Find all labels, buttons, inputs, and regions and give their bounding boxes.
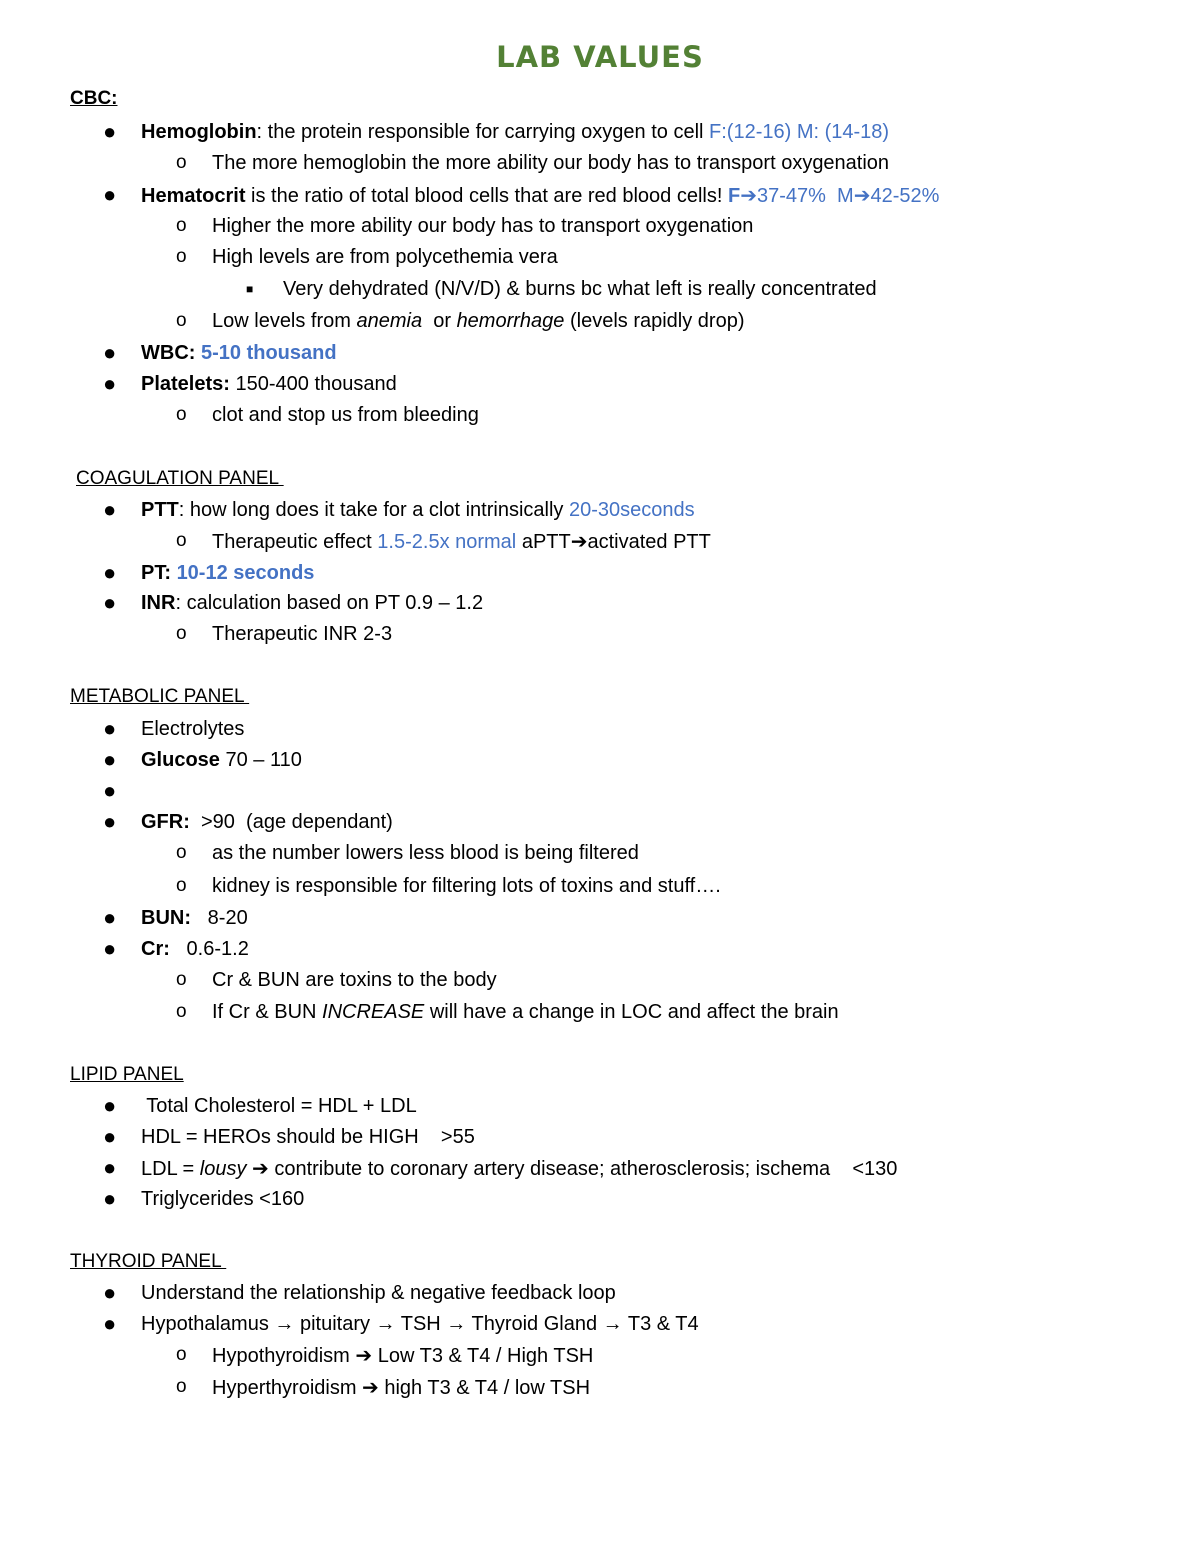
ptt-sub-d: activated PTT xyxy=(587,531,711,553)
list-item-gfr-sub1 xyxy=(0,838,1150,868)
hematocrit-sub3-hemorrhage: hemorrhage xyxy=(456,310,565,332)
bullet-icon: ● xyxy=(103,340,117,365)
pt-label: PT: xyxy=(141,562,177,584)
list-item-hematocrit-sub2a xyxy=(0,274,1150,304)
thyroid-item1: Understand the relationship & negative feedback loop xyxy=(141,1282,616,1304)
list-item-ptt-sub xyxy=(0,526,1150,556)
list-item-bun xyxy=(0,903,1150,933)
arrow-icon: ➔ xyxy=(740,183,757,207)
hemoglobin-desc: the protein responsible for carrying oxygen to cell xyxy=(267,121,710,143)
list-item-ptt xyxy=(0,495,1150,525)
hemoglobin-sub: The more hemoglobin the more ability our body has to transport oxygenation xyxy=(212,152,890,174)
list-item-cr xyxy=(0,934,1150,964)
hemoglobin-range: F:(12-16) M: (14-18) xyxy=(709,121,890,143)
bullet-icon: ● xyxy=(103,182,117,207)
bullet-icon: ● xyxy=(103,747,117,772)
bullet-icon: ● xyxy=(103,809,117,834)
platelets-label: Platelets: xyxy=(141,373,230,395)
circle-bullet-icon: o xyxy=(176,246,187,267)
platelets-sub: clot and stop us from bleeding xyxy=(212,404,479,426)
hemoglobin-label: Hemoglobin xyxy=(141,121,257,143)
list-item-gfr xyxy=(0,807,1150,837)
inr-desc: : calculation based on PT 0.9 – 1.2 xyxy=(175,592,484,614)
thyroid-heading: THYROID PANEL xyxy=(70,1251,227,1272)
gfr-value: >90 (age dependant) xyxy=(189,811,393,833)
hyper-a: Hyperthyroidism xyxy=(212,1377,363,1399)
platelets-value: 150-400 thousand xyxy=(229,373,397,395)
hemoglobin-sep: : xyxy=(256,121,268,143)
bullet-icon: ● xyxy=(103,590,117,615)
bullet-icon: ● xyxy=(103,716,117,741)
lipid-heading: LIPID PANEL xyxy=(70,1064,184,1085)
metabolic-heading: METABOLIC PANEL xyxy=(70,686,250,707)
bullet-icon: ● xyxy=(103,1124,117,1149)
arrow-icon: ➔ xyxy=(355,1343,373,1367)
ldl-d: contribute to coronary artery disease; atherosclerosis; ischema <130 xyxy=(268,1158,898,1180)
hematocrit-sub3-a: Low levels from xyxy=(212,310,357,332)
hematocrit-sub2a: Very dehydrated (N/V/D) & burns bc what left is really concentrated xyxy=(283,278,877,300)
hematocrit-sub3-e: (levels rapidly drop) xyxy=(564,310,745,332)
list-item-total-cholesterol xyxy=(0,1091,1150,1121)
hdl-text: HDL = HEROs should be HIGH >55 xyxy=(141,1126,475,1148)
list-item-gfr-sub2 xyxy=(0,871,1150,901)
hematocrit-sub3-or: or xyxy=(422,310,457,332)
bullet-icon: ● xyxy=(103,497,117,522)
hematocrit-desc: is the ratio of total blood cells that are red blood cells! xyxy=(245,185,728,207)
ptt-sub-b: 1.5-2.5x normal xyxy=(377,531,517,553)
circle-bullet-icon: o xyxy=(176,530,187,551)
hematocrit-sub3-anemia: anemia xyxy=(356,310,423,332)
ldl-a: LDL = xyxy=(141,1158,200,1180)
cr-value: 0.6-1.2 xyxy=(169,938,249,960)
hematocrit-f-label: F xyxy=(727,185,741,207)
list-item-hemoglobin-sub xyxy=(0,148,1150,178)
circle-bullet-icon: o xyxy=(176,842,187,863)
circle-bullet-icon: o xyxy=(176,1376,187,1397)
ptt-sub-c: aPTT xyxy=(516,531,571,553)
hypo-b: Low T3 & T4 / High TSH xyxy=(372,1345,594,1367)
bun-label: BUN: xyxy=(141,907,191,929)
bun-value: 8-20 xyxy=(191,907,248,929)
bullet-icon: ● xyxy=(103,905,117,930)
wbc-label: WBC: xyxy=(141,342,201,364)
list-item-thyroid-2 xyxy=(0,1309,1150,1339)
hypo-a: Hypothyroidism xyxy=(212,1345,356,1367)
list-item-ldl xyxy=(0,1153,1150,1183)
list-item-hematocrit-sub3 xyxy=(0,306,1150,336)
hematocrit-f-range: 37-47% xyxy=(756,185,826,207)
gfr-sub1: as the number lowers less blood is being filtered xyxy=(212,842,639,864)
gfr-label: GFR: xyxy=(141,811,190,833)
cr-sub1: Cr & BUN are toxins to the body xyxy=(212,969,497,991)
circle-bullet-icon: o xyxy=(176,152,187,173)
circle-bullet-icon: o xyxy=(176,310,187,331)
list-item-hematocrit xyxy=(0,180,1150,210)
cr-sub2-increase: INCREASE xyxy=(322,1001,425,1023)
list-item-inr xyxy=(0,588,1150,618)
document-title: LAB VALUES xyxy=(496,40,704,74)
arrow-icon: ➔ xyxy=(853,183,871,207)
bullet-icon: ● xyxy=(103,1186,117,1211)
list-item-hyperthyroidism xyxy=(0,1372,1150,1402)
list-item-wbc xyxy=(0,338,1150,368)
ptt-sub-a: Therapeutic effect xyxy=(212,531,378,553)
bullet-icon: ● xyxy=(103,1311,117,1336)
hematocrit-m-label: M xyxy=(825,185,854,207)
square-bullet-icon: ■ xyxy=(246,282,254,296)
list-item-cr-sub1 xyxy=(0,965,1150,995)
list-item-electrolytes xyxy=(0,714,1150,744)
coagulation-heading: COAGULATION PANEL xyxy=(76,468,284,489)
cr-sub2-c: will have a change in LOC and affect the brain xyxy=(424,1001,839,1023)
ptt-value: 20-30seconds xyxy=(568,499,695,521)
arrow-icon: ➔ xyxy=(570,529,588,553)
circle-bullet-icon: o xyxy=(176,215,187,236)
pt-value: 10-12 seconds xyxy=(176,562,315,584)
arrow-icon: ➔ xyxy=(252,1156,269,1180)
bullet-icon: ● xyxy=(103,778,117,803)
arrow-icon: ➔ xyxy=(362,1375,379,1399)
total-cholesterol-text: Total Cholesterol = HDL + LDL xyxy=(141,1095,417,1117)
hematocrit-sub1: Higher the more ability our body has to transport oxygenation xyxy=(212,215,754,237)
bullet-icon: ● xyxy=(103,1093,117,1118)
electrolytes-text: Electrolytes xyxy=(141,718,245,740)
thyroid-item2: Hypothalamus → pituitary → TSH → Thyroid Gland → T3 & T4 xyxy=(141,1313,699,1335)
list-item-hematocrit-sub2 xyxy=(0,242,1150,272)
bullet-icon: ● xyxy=(103,371,117,396)
hematocrit-sub2: High levels are from polycethemia vera xyxy=(212,246,558,268)
list-item-hypothyroidism xyxy=(0,1340,1150,1370)
circle-bullet-icon: o xyxy=(176,969,187,990)
inr-sub: Therapeutic INR 2-3 xyxy=(212,623,393,645)
ptt-label: PTT xyxy=(141,499,179,521)
bullet-icon: ● xyxy=(103,1155,117,1180)
list-item-platelets-sub xyxy=(0,400,1150,430)
circle-bullet-icon: o xyxy=(176,404,187,425)
wbc-value: 5-10 thousand xyxy=(200,342,337,364)
circle-bullet-icon: o xyxy=(176,623,187,644)
bullet-icon: ● xyxy=(103,936,117,961)
list-item-hemoglobin xyxy=(0,117,1150,147)
bullet-icon: ● xyxy=(103,1280,117,1305)
list-item-pt xyxy=(0,558,1150,588)
circle-bullet-icon: o xyxy=(176,1001,187,1022)
ldl-lousy: lousy xyxy=(199,1158,247,1180)
list-item-cr-sub2 xyxy=(0,997,1150,1027)
gfr-sub2: kidney is responsible for filtering lots of toxins and stuff…. xyxy=(212,875,721,897)
cr-sub2-a: If Cr & BUN xyxy=(212,1001,323,1023)
glucose-label: Glucose xyxy=(141,749,220,771)
list-item-hdl xyxy=(0,1122,1150,1152)
cr-label: Cr: xyxy=(141,938,170,960)
hematocrit-label: Hematocrit xyxy=(141,185,246,207)
ptt-desc: : how long does it take for a clot intrinsically xyxy=(178,499,569,521)
cbc-heading: CBC: xyxy=(70,88,118,109)
list-item-triglycerides xyxy=(0,1184,1150,1214)
glucose-value: 70 – 110 xyxy=(219,749,302,771)
circle-bullet-icon: o xyxy=(176,1344,187,1365)
hyper-b: high T3 & T4 / low TSH xyxy=(378,1377,591,1399)
list-item-thyroid-1 xyxy=(0,1278,1150,1308)
bullet-icon: ● xyxy=(103,560,117,585)
bullet-icon: ● xyxy=(103,119,117,144)
list-item-platelets xyxy=(0,369,1150,399)
list-item-glucose xyxy=(0,745,1150,775)
list-item-empty xyxy=(0,776,1150,806)
inr-label: INR xyxy=(141,592,176,614)
list-item-hematocrit-sub1 xyxy=(0,211,1150,241)
hematocrit-m-range: 42-52% xyxy=(870,185,940,207)
triglycerides-text: Triglycerides <160 xyxy=(141,1188,305,1210)
list-item-inr-sub xyxy=(0,619,1150,649)
circle-bullet-icon: o xyxy=(176,875,187,896)
